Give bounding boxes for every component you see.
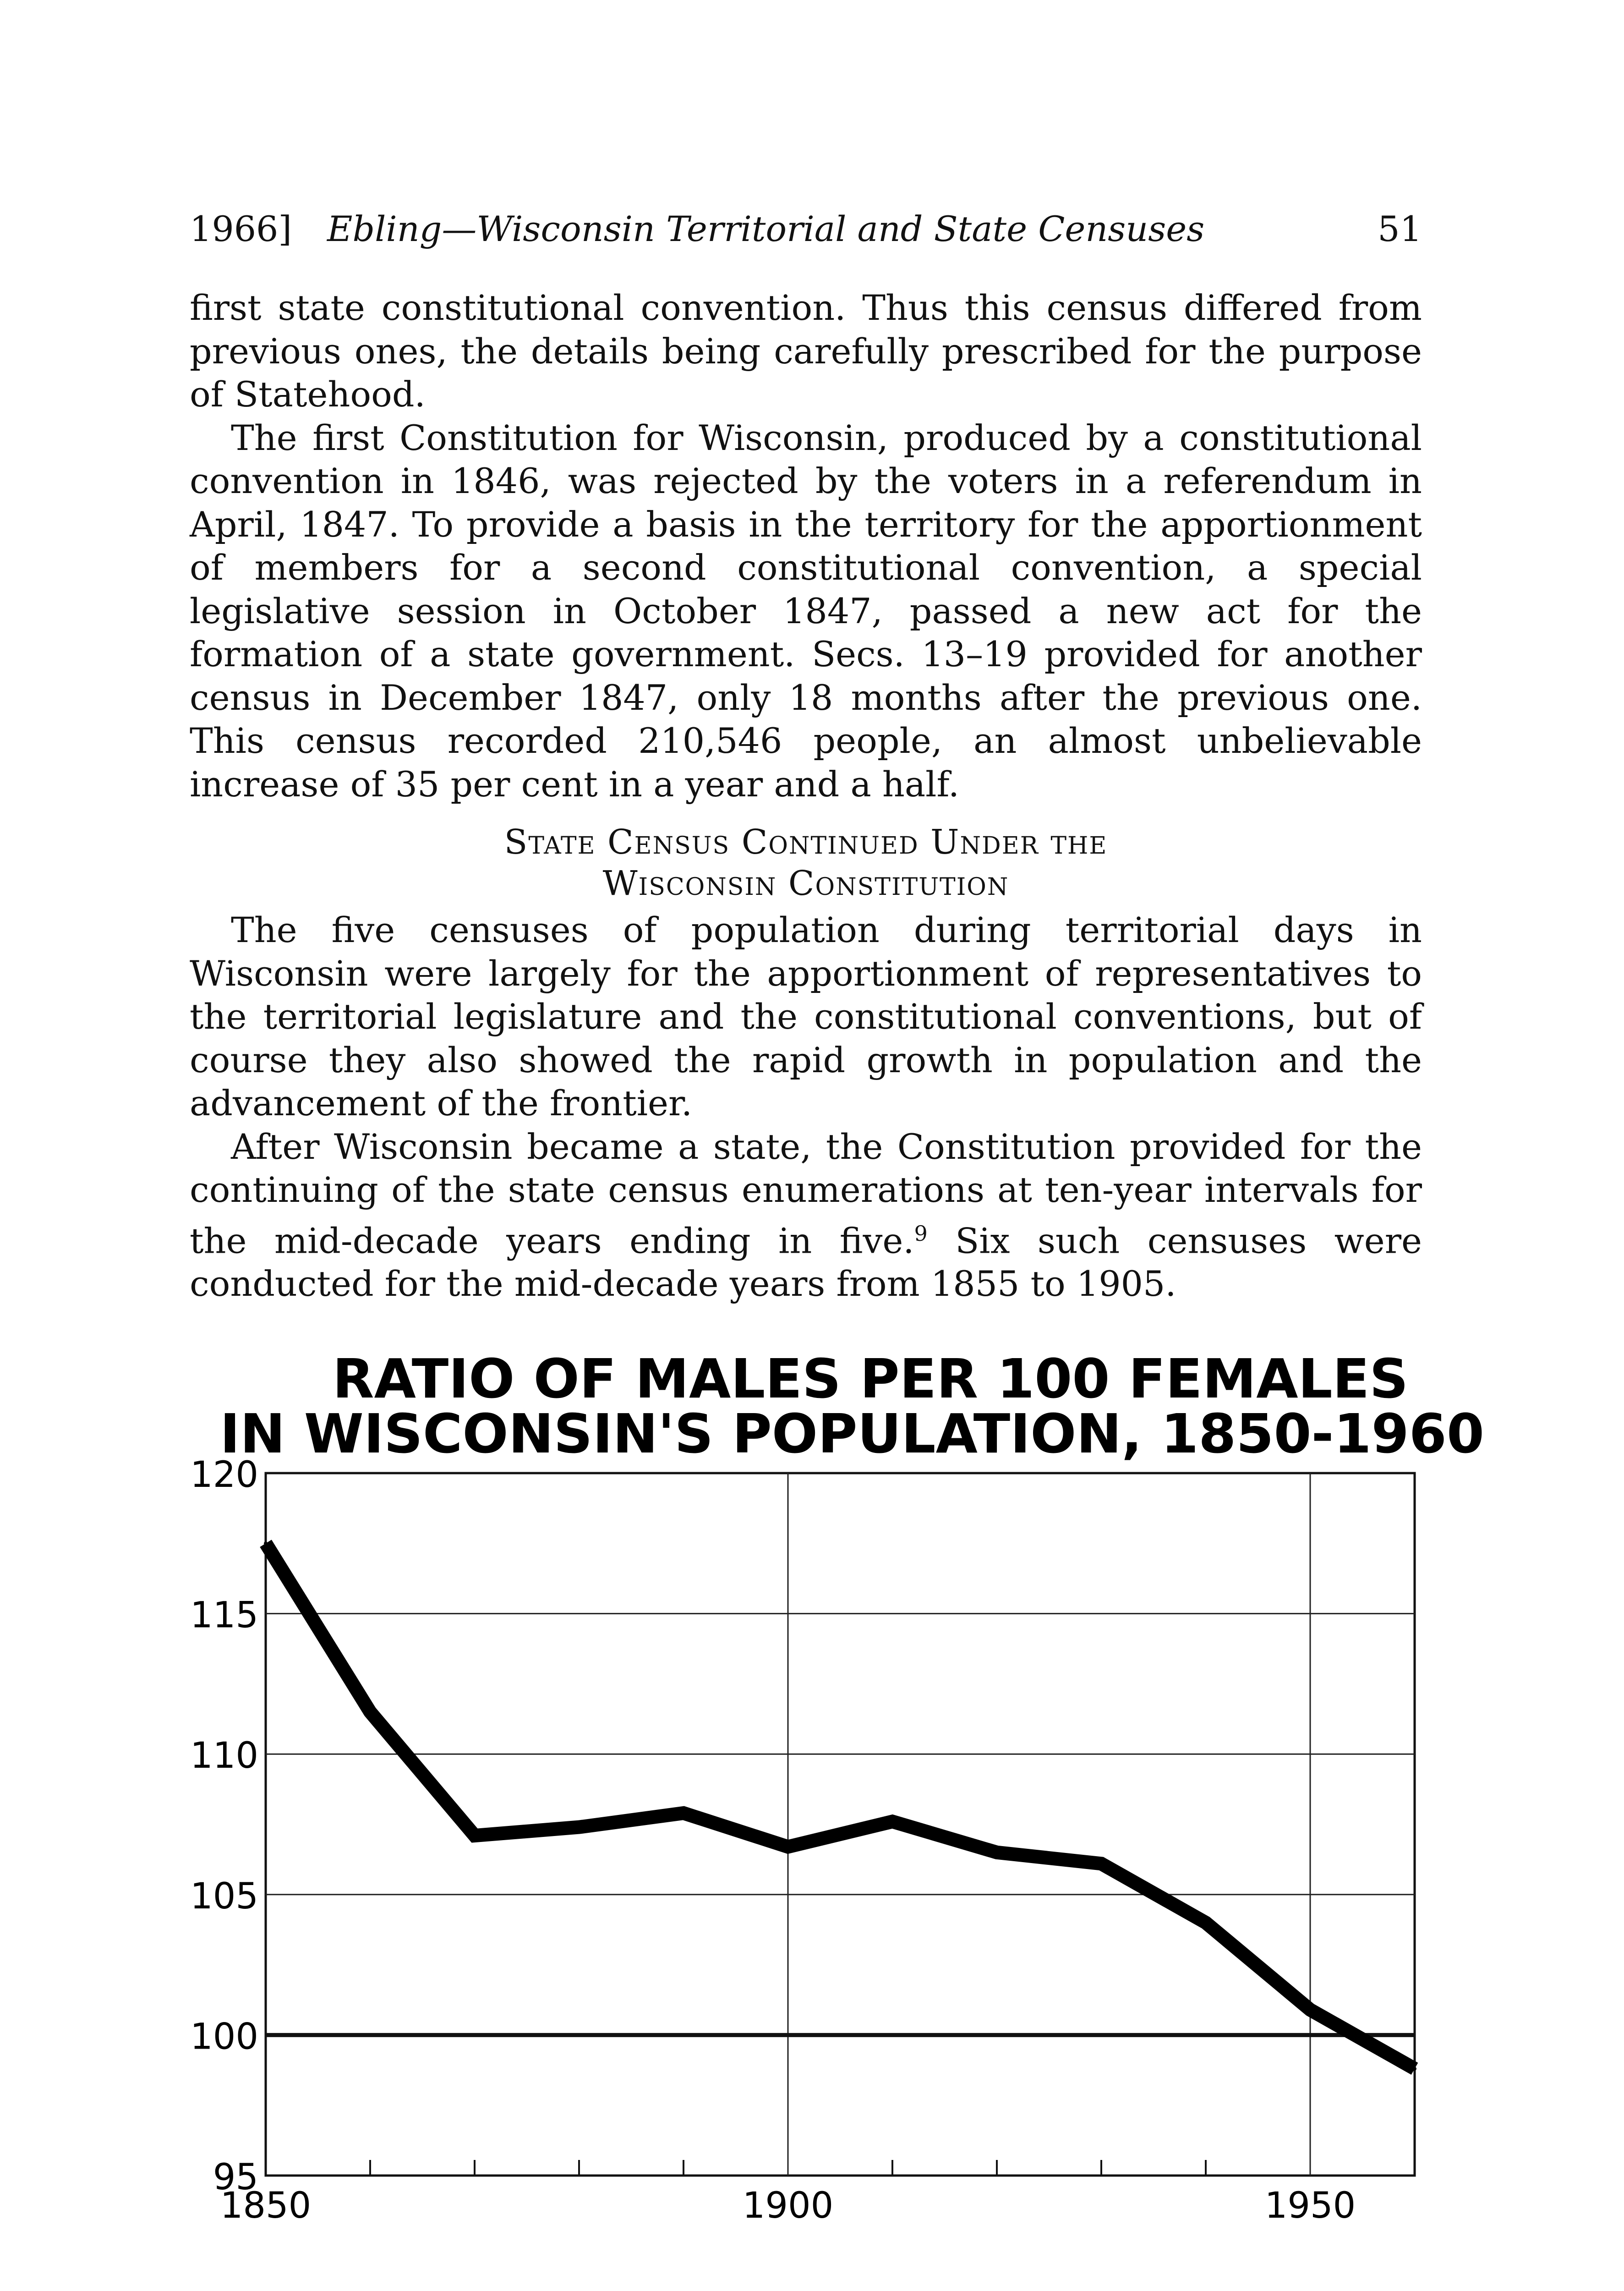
x-tick-label-1900: 1900 [742,2185,834,2226]
y-tick-label-105: 105 [190,1875,258,1917]
footnote-reference: 9 [914,1221,928,1246]
data-point-1890 [682,1811,685,1815]
data-point-1900 [786,1845,790,1849]
data-point-1960 [1413,2067,1416,2071]
chart-svg [0,1329,1624,2245]
plot-frame [266,1473,1415,2176]
chart-series [264,1541,1416,2071]
y-tick-label-95: 95 [213,2157,258,2198]
chart-title-line-1: RATIO OF MALES PER 100 FEMALES [332,1347,1409,1410]
paragraph-2: The first Constitution for Wisconsin, produced by a constitutional convention in 1846, was rejected by the voters in a referendum in April, 1847. To provide a basis in the territory for the apportionment of members for a second constitutional convention, a special legislative session in October 1847, passed a new act for the formation of a state government. Secs. 13–19 provided for another census in December 1847, only 18 months after the previous one. This census recorded 210,546 people, an almost unbelievable increase of 35 per cent in a year and a half. [190,417,1422,805]
data-point-1850 [264,1541,268,1545]
y-tick-label-100: 100 [190,2016,258,2058]
section-heading [190,822,1422,904]
data-point-1950 [1308,2008,1312,2011]
running-head-year: 1966] [190,208,292,249]
data-point-1930 [1099,1862,1103,1865]
data-point-1910 [891,1820,894,1823]
x-tick-label-1850: 1850 [220,2185,312,2226]
paragraph-4-text-a: After Wisconsin became a state, the Constitution provided for the continuing of the state census enumerations at ten-year intervals for the mid-decade years ending in five. [190,1126,1422,1261]
chart-title-line-2: IN WISCONSIN'S POPULATION, 1850-1960 [220,1402,1484,1465]
data-point-1920 [995,1851,999,1854]
running-head-title: Ebling—Wisconsin Territorial and State Censuses [327,208,1205,249]
y-tick-label-120: 120 [190,1454,258,1496]
paragraph-3: The five censuses of population during territorial days in Wisconsin were largely for the apportionment of representatives to the territorial legislature and the constitutional conventions, but of course they also showed the rapid growth in population and the advancement of the frontier. [190,910,1422,1124]
data-point-1870 [473,1834,476,1837]
page-number: 51 [1378,208,1422,249]
section-heading-line-2: Wisconsin Constitution [602,864,1009,903]
data-line-0 [266,1543,1415,2069]
data-point-1860 [368,1710,372,1714]
body-text [190,286,1422,1306]
x-tick-label-1950: 1950 [1264,2185,1356,2226]
y-tick-label-110: 110 [190,1735,258,1777]
section-heading-line-1: State Census Continued Under the [504,822,1108,862]
y-tick-label-115: 115 [190,1595,258,1636]
chart-grid [266,1473,1415,2176]
data-point-1940 [1204,1921,1208,1924]
sex-ratio-chart [0,1329,1624,2245]
paragraph-4-text-b: Six such censuses were conducted for the mid-decade years from 1855 to 1905. [190,1220,1422,1304]
data-point-1880 [577,1825,581,1829]
paragraph-4 [190,1125,1422,1306]
paragraph-1: first state constitutional convention. Thus this census differed from previous ones, the details being carefully prescribed for the purpose of Statehood. [190,287,1422,415]
